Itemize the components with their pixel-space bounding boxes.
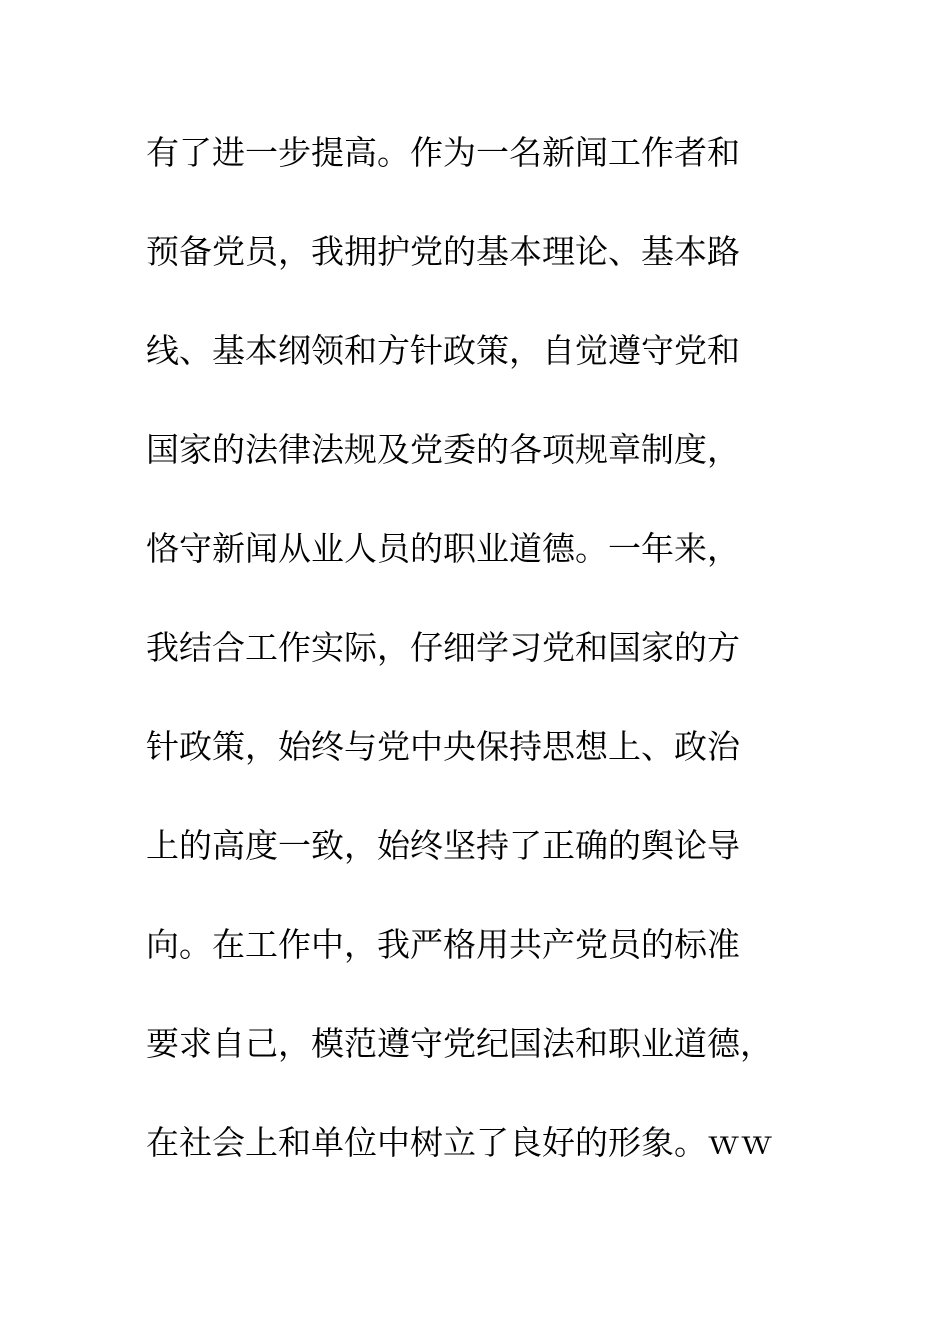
text-line: 在社会上和单位中树立了良好的形象。ｗｗ (146, 1123, 773, 1162)
text-line: 我结合工作实际，仔细学习党和国家的方 (146, 628, 740, 667)
text-line: 预备党员，我拥护党的基本理论、基本路 (146, 232, 740, 271)
text-line: 有了进一步提高。作为一名新闻工作者和 (146, 133, 740, 172)
body-text (146, 124, 826, 1213)
text-line: 恪守新闻从业人员的职业道德。一年来， (146, 529, 740, 568)
text-line: 针政策，始终与党中央保持思想上、政治 (146, 727, 740, 766)
text-line: 向。在工作中，我严格用共产党员的标准 (146, 925, 740, 964)
text-line: 上的高度一致，始终坚持了正确的舆论导 (146, 826, 740, 865)
text-line: 要求自己，模范遵守党纪国法和职业道德， (146, 1024, 773, 1063)
text-line: 国家的法律法规及党委的各项规章制度， (146, 430, 740, 469)
text-line: 线、基本纲领和方针政策，自觉遵守党和 (146, 331, 740, 370)
